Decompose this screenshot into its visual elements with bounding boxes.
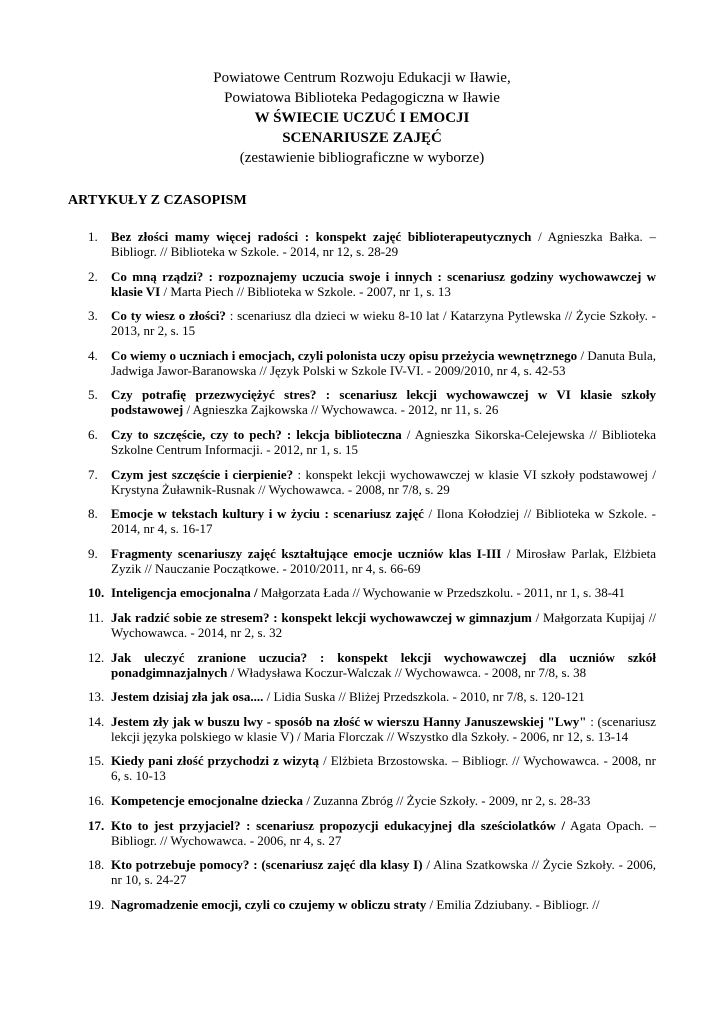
entry-title: Fragmenty scenariuszy zajęć kształtujące emocje uczniów klas I-III bbox=[111, 545, 502, 561]
entry-details: / Danuta Bula, Jadwiga Jawor-Baranowska // Język Polski w Szkole IV-VI. - 2009/2010, nr 4, s. 42-53 bbox=[111, 347, 656, 378]
entry-number: 10. bbox=[88, 585, 105, 601]
entry-number: 16. bbox=[88, 792, 105, 808]
entry-number: 3. bbox=[88, 308, 98, 324]
institution-line-2: Powiatowa Biblioteka Pedagogiczna w Iławie bbox=[224, 90, 500, 106]
bibliography-entry bbox=[88, 610, 656, 640]
bibliography-entry bbox=[88, 857, 656, 887]
entry-number: 9. bbox=[88, 545, 98, 561]
entry-number: 4. bbox=[88, 347, 98, 363]
entry-details: / Zuzanna Zbróg // Życie Szkoły. - 2009, nr 2, s. 28-33 bbox=[303, 792, 591, 808]
bibliography-entry bbox=[88, 269, 656, 299]
entry-details: : konspekt lekcji wychowawczej w klasie VI szkoły podstawowej / Krystyna Żuławnik-Rusnak // Wychowawca. - 2008, nr 7/8, s. 29 bbox=[111, 466, 656, 497]
entry-number: 17. bbox=[88, 817, 105, 833]
bibliography-entry bbox=[88, 467, 656, 497]
entry-details: / Alina Szatkowska // Życie Szkoły. - 2006, nr 10, s. 24-27 bbox=[111, 857, 656, 888]
entry-title: Co wiemy o uczniach i emocjach, czyli polonista uczy opisu przeżycia wewnętrznego bbox=[111, 347, 578, 363]
bibliography-entry bbox=[88, 650, 656, 680]
bibliography-entry bbox=[88, 897, 656, 912]
entry-details: : (scenariusz lekcji języka polskiego w klasie V) / Maria Florczak // Wszystko dla Szkoły. - 2006, nr 12, s. 13-14 bbox=[111, 713, 656, 744]
entry-number: 6. bbox=[88, 426, 98, 442]
entry-title: Kiedy pani złość przychodzi z wizytą bbox=[111, 753, 320, 769]
document-subtitle: SCENARIUSZE ZAJĘĆ bbox=[282, 130, 442, 146]
entry-title: Co mną rządzi? : rozpoznajemy uczucia swoje i innych : scenariusz godziny wychowawczej w klasie VI bbox=[111, 268, 656, 299]
entry-details: Małgorzata Łada // Wychowanie w Przedszkolu. - 2011, nr 1, s. 38-41 bbox=[257, 585, 626, 601]
entry-title: Kto to jest przyjaciel? : scenariusz propozycji edukacyjnej dla sześciolatków / bbox=[111, 817, 566, 833]
entry-title: Jestem zły jak w buszu lwy - sposób na złość w wierszu Hanny Januszewskiej "Lwy" bbox=[111, 713, 587, 729]
entry-number: 7. bbox=[88, 466, 98, 482]
entry-title: Bez złości mamy więcej radości : konspekt zajęć biblioterapeutycznych bbox=[111, 229, 532, 244]
entry-details: / Agnieszka Zajkowska // Wychowawca. - 2012, nr 11, s. 26 bbox=[183, 402, 499, 418]
entry-details: / Elżbieta Brzostowska. – Bibliogr. // Wychowawca. - 2008, nr 6, s. 10-13 bbox=[111, 753, 656, 784]
bibliography-entry bbox=[88, 689, 656, 704]
bibliography-entry bbox=[88, 714, 656, 744]
entry-title: Emocje w tekstach kultury i w życiu : scenariusz zajęć bbox=[111, 506, 424, 522]
entry-number: 2. bbox=[88, 268, 98, 284]
bibliography-entry bbox=[88, 546, 656, 576]
entry-number: 13. bbox=[88, 689, 105, 705]
document-title: W ŚWIECIE UCZUĆ I EMOCJI bbox=[254, 110, 470, 126]
bibliography-entry bbox=[88, 308, 656, 338]
bibliography-entry bbox=[88, 585, 656, 600]
entry-details: / Małgorzata Kupijaj // Wychowawca. - 2014, nr 2, s. 32 bbox=[111, 609, 656, 640]
entry-title: Jak uleczyć zranione uczucia? : konspekt lekcji wychowawczej dla uczniów szkół ponadgimnazjalnych bbox=[111, 649, 656, 680]
entry-title: Inteligencja emocjonalna / bbox=[111, 585, 258, 601]
section-title: ARTYKUŁY Z CZASOPISM bbox=[68, 193, 247, 208]
entry-details: / Emilia Zdziubany. - Bibliogr. // bbox=[426, 896, 600, 912]
entry-details: / Władysława Koczur-Walczak // Wychowawca. - 2008, nr 7/8, s. 38 bbox=[227, 664, 587, 680]
entry-number: 15. bbox=[88, 753, 105, 769]
entry-title: Czy potrafię przezwyciężyć stres? : scenariusz lekcji wychowawczej w VI klasie szkoły podstawowej bbox=[111, 387, 656, 418]
entry-number: 19. bbox=[88, 896, 105, 912]
entry-details: / Agnieszka Bałka. – Bibliogr. // Biblioteka w Szkole. - 2014, nr 12, s. 28-29 bbox=[111, 229, 656, 259]
entry-title: Co ty wiesz o złości? bbox=[111, 308, 226, 324]
entry-details: Agata Opach. – Bibliogr. // Wychowawca. - 2006, nr 4, s. 27 bbox=[111, 817, 656, 848]
entry-details: / Agnieszka Sikorska-Celejewska // Biblioteka Szkolne Centrum Informacji. - 2012, nr 1, s. 15 bbox=[111, 426, 656, 457]
bibliography-entry bbox=[88, 427, 656, 457]
document-note: (zestawienie bibliograficzne w wyborze) bbox=[239, 150, 485, 166]
bibliography-entry bbox=[88, 818, 656, 848]
entry-title: Kto potrzebuje pomocy? : (scenariusz zajęć dla klasy I) bbox=[111, 857, 423, 873]
entry-number: 18. bbox=[88, 857, 105, 873]
entry-title: Jestem dzisiaj zła jak osa.... bbox=[111, 689, 264, 705]
bibliography-list bbox=[88, 229, 656, 921]
entry-details: / Mirosław Parlak, Elżbieta Zyzik // Nauczanie Początkowe. - 2010/2011, nr 4, s. 66-69 bbox=[111, 545, 656, 576]
bibliography-entry bbox=[88, 229, 656, 259]
entry-number: 8. bbox=[88, 506, 98, 522]
institution-line-1: Powiatowe Centrum Rozwoju Edukacji w Iławie, bbox=[213, 70, 511, 86]
entry-details: / Lidia Suska // Bliżej Przedszkola. - 2010, nr 7/8, s. 120-121 bbox=[263, 689, 585, 705]
entry-number: 11. bbox=[88, 609, 104, 625]
entry-title: Czym jest szczęście i cierpienie? bbox=[111, 466, 294, 482]
entry-title: Czy to szczęście, czy to pech? : lekcja biblioteczna bbox=[111, 426, 402, 442]
bibliography-entry bbox=[88, 387, 656, 417]
entry-number: 1. bbox=[88, 229, 98, 244]
bibliography-entry bbox=[88, 348, 656, 378]
entry-details: : scenariusz dla dzieci w wieku 8-10 lat / Katarzyna Pytlewska // Życie Szkoły. - 2013, nr 2, s. 15 bbox=[111, 308, 656, 339]
entry-title: Nagromadzenie emocji, czyli co czujemy w obliczu straty bbox=[111, 896, 427, 912]
document-header bbox=[0, 68, 724, 168]
entry-number: 14. bbox=[88, 713, 105, 729]
bibliography-entry bbox=[88, 753, 656, 783]
entry-details: / Ilona Kołodziej // Biblioteka w Szkole. - 2014, nr 4, s. 16-17 bbox=[111, 506, 656, 537]
entry-title: Jak radzić sobie ze stresem? : konspekt lekcji wychowawczej w gimnazjum bbox=[111, 609, 532, 625]
entry-details: / Marta Piech // Biblioteka w Szkole. - 2007, nr 1, s. 13 bbox=[160, 283, 451, 299]
bibliography-entry bbox=[88, 793, 656, 808]
entry-title: Kompetencje emocjonalne dziecka bbox=[111, 792, 304, 808]
entry-number: 12. bbox=[88, 649, 105, 665]
entry-number: 5. bbox=[88, 387, 98, 403]
bibliography-entry bbox=[88, 506, 656, 536]
